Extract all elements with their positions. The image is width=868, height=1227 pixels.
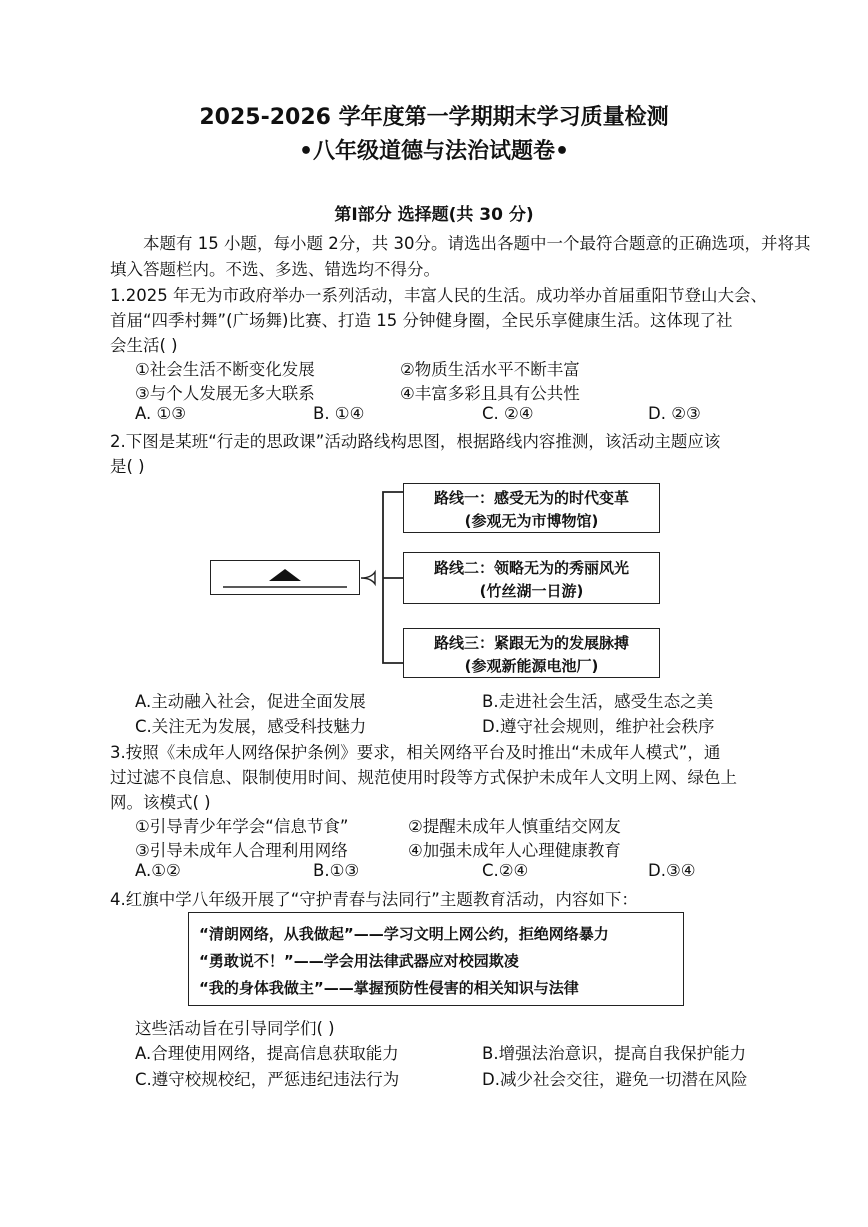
q1-statement-2: ②物质生活水平不断丰富 — [400, 360, 580, 379]
q1-stem-line-1: 1.2025 年无为市政府举办一系列活动，丰富人民的生活。成功举办首届重阳节登山大会、 — [110, 286, 767, 305]
route-2-subtitle: (竹丝湖一日游) — [479, 582, 584, 600]
q3-option-a: A.①② — [135, 861, 181, 880]
q1-option-c: C. ②④ — [482, 404, 534, 423]
q4-option-a: A.合理使用网络，提高信息获取能力 — [135, 1044, 399, 1063]
route-diagram — [205, 480, 675, 685]
q1-option-d: D. ②③ — [648, 404, 701, 423]
route-3-title: 路线三：紧跟无为的发展脉搏 — [433, 634, 629, 652]
route-2-box — [403, 552, 660, 604]
instructions-line-2: 填入答题栏内。不选、多选、错选均不得分。 — [110, 260, 440, 279]
q2-stem-line-1: 2.下图是某班“行走的思政课”活动路线构思图，根据路线内容推测，该活动主题应该 — [110, 432, 721, 451]
q2-option-b: B.走进社会生活，感受生态之美 — [482, 692, 714, 711]
route-1-title: 路线一：感受无为的时代变革 — [433, 489, 629, 507]
q4-question: 这些活动旨在引导同学们( ) — [135, 1019, 335, 1038]
q4-option-b: B.增强法治意识，提高自我保护能力 — [482, 1044, 747, 1063]
q3-stem-line-2: 过过滤不良信息、限制使用时间、规范使用时段等方式保护未成年人文明上网、绿色上 — [110, 768, 737, 787]
q3-statement-2: ②提醒未成年人慎重结交网友 — [408, 817, 621, 836]
route-1-box — [403, 483, 660, 533]
q3-statement-1: ①引导青少年学会“信息节食” — [135, 817, 349, 836]
q3-stem-line-1: 3.按照《未成年人网络保护条例》要求，相关网络平台及时推出“未成年人模式”，通 — [110, 743, 721, 762]
instructions-line-1: 本题有 15 小题，每小题 2分，共 30分。请选出各题中一个最符合题意的正确选项，并将其 — [143, 234, 811, 253]
q3-option-b: B.①③ — [313, 861, 360, 880]
q3-statement-3: ③引导未成年人合理利用网络 — [135, 841, 348, 860]
q4-stem-line-1: 4.红旗中学八年级开展了“守护青春与法同行”主题教育活动，内容如下： — [110, 890, 638, 909]
route-3-box — [403, 628, 660, 678]
q2-stem-line-2: 是( ) — [110, 457, 145, 476]
q1-stem-line-2: 首届“四季村舞”(广场舞)比赛、打造 15 分钟健身圈，全民乐享健康生活。这体现了社 — [110, 311, 733, 330]
q2-option-c: C.关注无为发展，感受科技魅力 — [135, 717, 367, 736]
exam-title: 2025-2026 学年度第一学期期末学习质量检测 — [199, 105, 669, 130]
q4-option-d: D.减少社会交往，避免一切潜在风险 — [482, 1070, 748, 1089]
q1-stem-line-3: 会生活( ) — [110, 336, 178, 355]
q1-statement-1: ①社会生活不断变化发展 — [135, 360, 315, 379]
activity-item-1: “清朗网络，从我做起”——学习文明上网公约，拒绝网络暴力 — [199, 925, 609, 943]
triangle-icon — [211, 561, 359, 594]
route-3-subtitle: (参观新能源电池厂) — [464, 657, 599, 675]
q1-statement-4: ④丰富多彩且具有公共性 — [400, 384, 580, 403]
q2-option-a: A.主动融入社会，促进全面发展 — [135, 692, 366, 711]
q1-option-b: B. ①④ — [313, 404, 365, 423]
exam-subtitle: •八年级道德与法治试题卷• — [298, 139, 570, 164]
section-heading: 第Ⅰ部分 选择题(共 30 分) — [334, 205, 534, 225]
theme-blank-box — [210, 560, 360, 595]
q3-stem-line-3: 网。该模式( ) — [110, 793, 211, 812]
q2-option-d: D.遵守社会规则，维护社会秩序 — [482, 717, 715, 736]
q3-option-c: C.②④ — [482, 861, 529, 880]
q3-statement-4: ④加强未成年人心理健康教育 — [408, 841, 621, 860]
activity-item-3: “我的身体我做主”——掌握预防性侵害的相关知识与法律 — [199, 979, 579, 997]
activity-content-box — [188, 912, 684, 1006]
route-2-title: 路线二：领略无为的秀丽风光 — [433, 559, 629, 577]
q4-option-c: C.遵守校规校纪，严惩违纪违法行为 — [135, 1070, 400, 1089]
q1-statement-3: ③与个人发展无多大联系 — [135, 384, 315, 403]
q1-option-a: A. ①③ — [135, 404, 187, 423]
q3-option-d: D.③④ — [648, 861, 696, 880]
route-1-subtitle: (参观无为市博物馆) — [464, 512, 599, 530]
activity-item-2: “勇敢说不！”——学会用法律武器应对校园欺凌 — [199, 952, 519, 970]
